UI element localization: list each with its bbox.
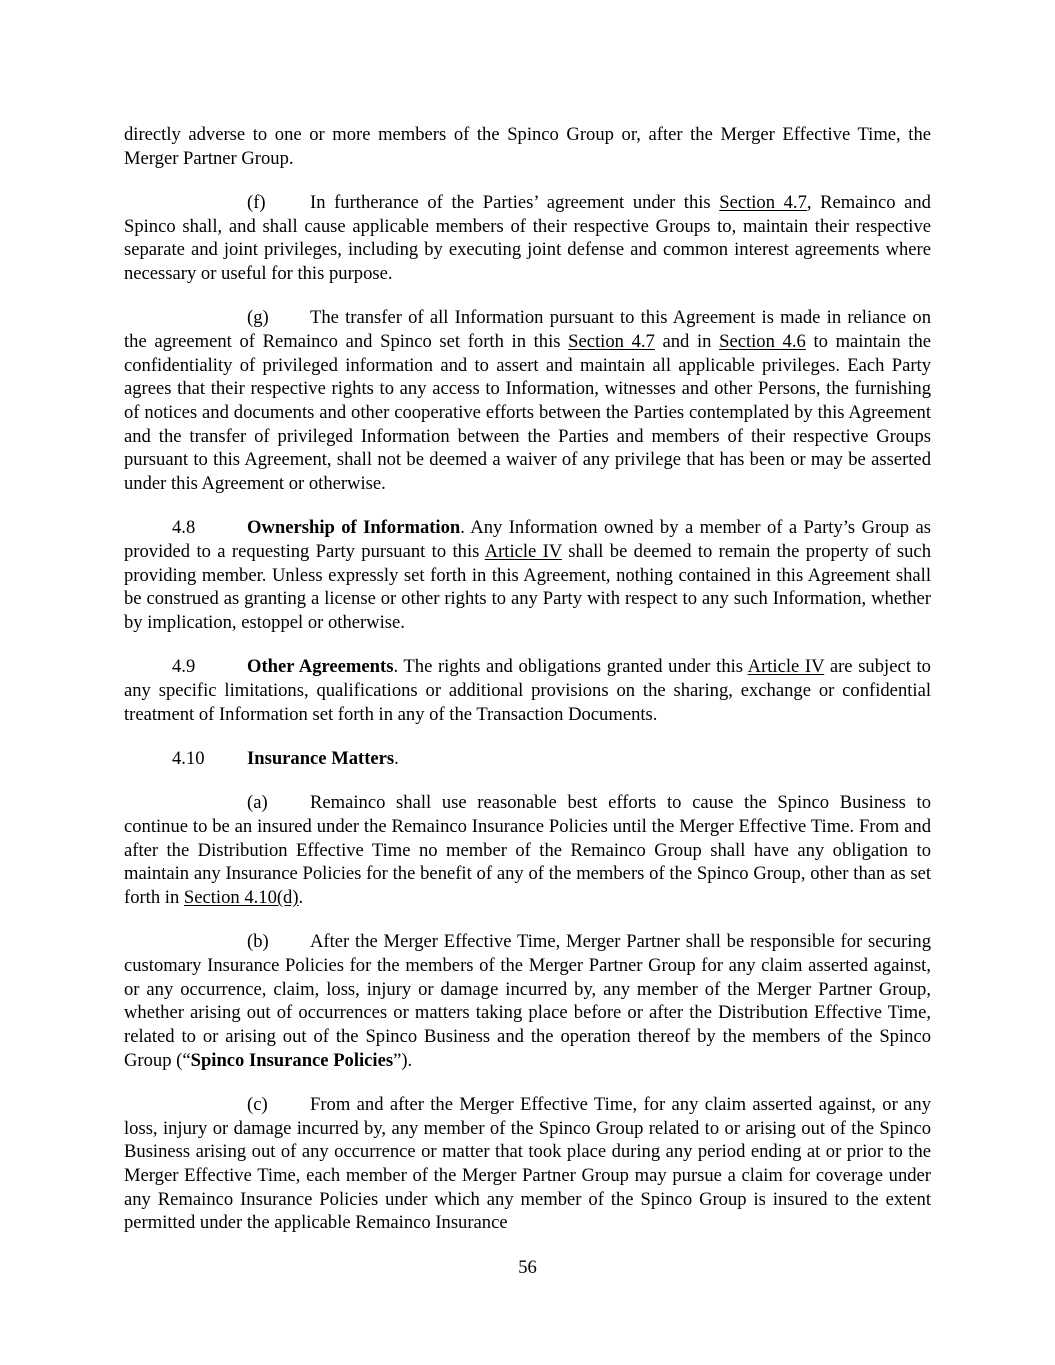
section-reference-link[interactable]: Section 4.10(d) [183, 886, 299, 908]
subsection-label: (a) [247, 792, 268, 814]
section-4-8: 4.8 Ownership of Information. Any Information owned by a member of a Party’s Group as provided to a requesting Party pursuant to this Article IV shall be deemed to remain the property of such providing member. Unless expressly set forth in this Agreement, nothing contained in this Agreement shall be construed as granting a license or other rights to any Party with respect to any such Information, whether by implication, estoppel or otherwise. [124, 517, 931, 634]
section-title: Insurance Matters [247, 747, 395, 769]
subsection-label: (f) [247, 191, 266, 213]
paragraph-4-7-f: (f) In furtherance of the Parties’ agreement under this Section 4.7, Remainco and Spinco shall, and shall cause applicable members of their respective Groups to, maintain their respective separate and joint privileges, including by executing joint defense and common interest agreements where necessary or useful for this purpose. [124, 191, 931, 285]
section-4-9: 4.9 Other Agreements. The rights and obligations granted under this Article IV are subject to any specific limitations, qualifications or additional provisions on the sharing, exchange or confidential treatment of Information set forth in any of the Transaction Documents. [124, 656, 931, 725]
document-page [124, 123, 931, 1256]
section-reference-link[interactable]: Section 4.7 [719, 191, 807, 213]
paragraph-4-10-c: (c) From and after the Merger Effective Time, for any claim asserted against, or any loss, injury or damage incurred by, any member of the Spinco Group related to or arising out of the Spinco Business arising out of any occurrence or matter that took place during any period ending at or prior to the Merger Effective Time, each member of the Merger Partner Group may pursue a claim for coverage under any Remainco Insurance Policies under which any member of the Spinco Group is insured to the extent permitted under the applicable Remainco Insurance [124, 1093, 931, 1234]
page-number: 56 [518, 1257, 537, 1278]
section-4-10: 4.10 Insurance Matters. [172, 747, 399, 769]
section-reference-link[interactable]: Section 4.6 [719, 330, 806, 352]
paragraph-4-10-b: (b) After the Merger Effective Time, Merger Partner shall be responsible for securing customary Insurance Policies for the members of the Merger Partner Group for any claim asserted against, or any occurrence, claim, loss, injury or damage incurred by, any member of the Merger Partner Group, whether arising out of occurrences or matters taking place before or after the Distribution Effective Time, related to or arising out of the Spinco Business and the operation thereof by the members of the Spinco Group (“Spinco Insurance Policies”). [124, 931, 931, 1071]
section-number: 4.8 [172, 517, 196, 539]
section-reference-link[interactable]: Section 4.7 [568, 330, 655, 352]
subsection-label: (g) [247, 307, 269, 329]
section-title: Other Agreements [247, 656, 394, 678]
defined-term: Spinco Insurance Policies [190, 1049, 394, 1071]
section-number: 4.9 [172, 656, 196, 678]
paragraph-4-7-g: (g) The transfer of all Information pursuant to this Agreement is made in reliance on the agreement of Remainco and Spinco set forth in this Section 4.7 and in Section 4.6 to maintain the confidentiality of privileged information and to assert and maintain all applicable privileges. Each Party agrees that their respective rights to any access to Information, witnesses and other Persons, the furnishing of notices and documents and other cooperative efforts between the Parties contemplated by this Agreement and the transfer of privileged Information between the Parties and members of their respective Groups pursuant to this Agreement, shall not be deemed a waiver of any privilege that has been or may be asserted under this Agreement or otherwise. [124, 307, 931, 495]
paragraph-4-10-a: (a) Remainco shall use reasonable best efforts to cause the Spinco Business to continue to be an insured under the Remainco Insurance Policies until the Merger Effective Time. From and after the Distribution Effective Time no member of the Remainco Group shall have any obligation to maintain any Insurance Policies for the benefit of any of the members of the Spinco Group, other than as set forth in Section 4.10(d). [124, 792, 931, 908]
section-number: 4.10 [172, 747, 205, 769]
paragraph-continuation: directly adverse to one or more members of the Spinco Group or, after the Merger Effective Time, the Merger Partner Group. [124, 124, 931, 169]
article-reference-link[interactable]: Article IV [747, 656, 825, 678]
article-reference-link[interactable]: Article IV [484, 541, 562, 563]
section-title: Ownership of Information [247, 517, 461, 539]
subsection-label: (c) [247, 1093, 268, 1115]
subsection-label: (b) [247, 931, 269, 953]
